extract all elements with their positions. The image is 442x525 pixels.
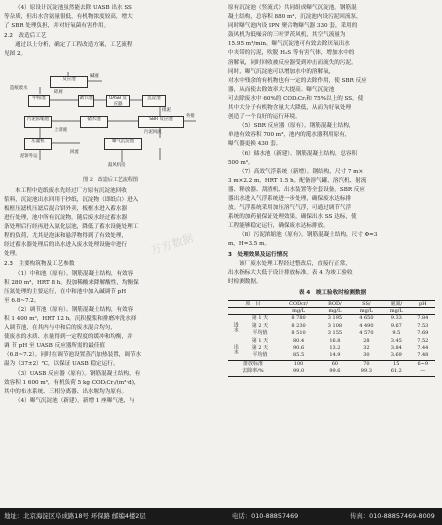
table-row: 进水 第 1 天 8 780 3 195 4 650 9.33 7.84 bbox=[228, 315, 435, 323]
figure-2-caption: 图 2 改造后工艺流程图 bbox=[83, 176, 138, 183]
group-inlet: 进水 bbox=[232, 321, 239, 332]
label-sludge-return: 污泥回流 bbox=[144, 129, 162, 135]
label-debris: 碎屑 bbox=[54, 89, 63, 95]
footer-bar bbox=[0, 508, 442, 525]
label-supernatant: 上清液 bbox=[54, 127, 68, 133]
box-storage: 储水池 bbox=[80, 116, 108, 128]
table-row: 第 2 天 90.6 13.2 32 3.84 7.44 bbox=[251, 345, 429, 352]
process-flow-diagram bbox=[10, 64, 210, 174]
label-paper-wastewater: 造纸废水 bbox=[10, 85, 28, 91]
right-column bbox=[228, 4, 437, 377]
item-3-uasb: （3）UASB 反应器（原有）。钢筋混凝土结构，有 效容积 1 600 m³，有机负荷 5 kg COD₍Cr₎/(m³·d)， 其中的布水系统、三相分离器、出水堰均为原有。 bbox=[4, 370, 141, 395]
box-uasb: UASB 反应器 bbox=[106, 95, 130, 107]
box-filter-press: 压滤机 bbox=[24, 138, 52, 150]
box-aeration-sedimentation: 曝气沉淀池 bbox=[104, 138, 142, 150]
label-return: 回流 bbox=[70, 149, 79, 155]
section-2-2-heading: 2.2 改造后工艺 bbox=[4, 33, 47, 40]
table-row-removal: 去除率/% 99.0 99.6 99.3 61.2 — bbox=[228, 368, 435, 376]
footer-phone: 电话：010-88857469 bbox=[232, 512, 299, 520]
label-blower-room: 鼓风机房 bbox=[108, 162, 126, 168]
footer-fax: 传真：010-88857469-8009 bbox=[350, 512, 435, 520]
box-sedimentation: 沉淀池 bbox=[142, 95, 166, 107]
box-sbr: SBR 反应池 bbox=[138, 116, 184, 128]
label-alkali: 碱液 bbox=[90, 73, 99, 79]
item-8-sludge-thickener: （8）污泥浓缩池（原有）。钢筋混凝土结构，尺寸 Φ=3 m，H=3.5 m。 bbox=[228, 232, 378, 248]
item-5-sbr: （5）SBR 反应器（原有）。钢筋混凝土结构， 单池有效容积 700 m³，池内的滗水器利用原有， 曝气器更换 430 套。 bbox=[228, 123, 355, 148]
table-row: 出水 第 1 天 80.4 16.8 28 3.45 7.52 bbox=[228, 338, 435, 345]
section-3-heading: 3 处理效果及运行情况 bbox=[228, 251, 288, 258]
table-row: 平均值 85.5 14.9 30 3.69 7.48 bbox=[252, 352, 429, 359]
table-row: 第 2 天 8 230 3 108 4 490 9.67 7.53 bbox=[251, 322, 429, 329]
box-regulation: 调节池 bbox=[78, 95, 94, 107]
item-7-flotation: （7）高效气浮系统（新增）。钢结构，尺寸 7 m× 3 m×2.2 m，HRT 1.5 h。配备溶气罐、溶汽机、射流 器、释放器、刮渣机、出水装置等全套设备。SBR 反应 器出水进入气浮系统进一步处理，确保废水达标排 放。气浮系统采用加压溶气气浮，可通过调节气浮 系统的加药量保证处理效果，确保出水 SS 达标，使 工程能够稳定运行，确保废水达标排放。 bbox=[228, 168, 367, 230]
label-sludge-out: 排泥 bbox=[162, 107, 171, 113]
group-outlet: 出水 bbox=[232, 343, 239, 354]
table-header-row: 项 目 CODcr/ BOD/ SS/ 氨氮/ pH bbox=[228, 301, 435, 308]
left-column bbox=[4, 4, 217, 406]
acceptance-data-table bbox=[228, 300, 435, 377]
item-4-continued: 原有沉淀池（竖流式）共同组成曝气沉淀池。钢筋混 凝土结构，总容积 880 m³，沉淀池内设污泥回流泵， 同时曝气池内设 IPN 聚合物曝气器 330 套，采用的 鼓风机为低噪音的三叶罗茨风机，其空气流量为 15.95 m³/min。曝气沉淀池可有效去除厌氧出水 中夹带的污泥，吹脱 H₂S 等有害气体，增加水中的 溶解氧，同时回收被反应器受到冲击而流失的污泥。 同时，曝气沉淀池可以增加水中的溶解氧， 对水中残余的有机物也有一定的去除作用，使 SBR 反应 器，从而使去除效率大大提高。曝气沉淀池 可去除废水中 60%的 COD₍Cr₎和 75%以上的 SS，使 其中大分子有机物含量大大降低，从而为好氧处理 创造了一个良好的运行环境。 bbox=[228, 5, 367, 121]
footer-address: 地址：北京海淀区阜成路18号 环保路 邮编4楼2层 bbox=[4, 512, 146, 520]
box-reactor: 反应池 bbox=[50, 76, 88, 88]
table-row-standard: 排放标准 100 60 70 15 6~9 bbox=[228, 360, 435, 368]
watermark-text: 万方数据 bbox=[149, 231, 195, 258]
section-3-text: 该厂废水处理工程经过整改后，直接行正常， 出水指标大大低于设计排放标准。表 4 为竣工验收 时检测数据。 bbox=[228, 260, 353, 285]
item-4-aeration: （4）曝气沉淀池（新建）。新增 1 座曝气池，与 bbox=[15, 397, 135, 404]
item-6-storage: （6）储水池（新建）。钢筋混凝土结构，总容积 500 m³。 bbox=[228, 150, 358, 166]
item-1-neutralization: （1）中和池（原有）。钢筋混凝土结构，有效容 积 280 m³，HRT 8 h。投加稀酸来降解酸性，均衡保 压氮处理的主要运行，在中和池中加入碱调节 pH 至 6.8~7.2。 bbox=[4, 270, 139, 304]
process-description: 本工程中造纸废水先经过厂方原有沉淀池回收 浆料，沉淀池出水回用于抄纸，沉淀物（即纸白）进入 板框压滤机压滤后混合饼外卖，板框水进入蓄水器 进行处理，池中所有沉淀物。随后废水经过蓄水器 条处理后行经再进入氨化层池，降低了蓄水设施处理工 程的负荷，尤其是泡沫和悬浮物得到了有效处理， 经过蓄水器处理后的出水进入废水处理设施中进行 处理。 bbox=[4, 187, 139, 258]
section-2-3-heading: 2.3 主要构筑物及工艺参数 bbox=[4, 261, 75, 268]
label-cake-transport: 泥饼外运 bbox=[20, 153, 38, 159]
table-4-caption: 表 4 竣工验收时检测数据 bbox=[298, 289, 367, 296]
label-discharge: 外排 bbox=[186, 113, 195, 119]
item-2-regulation: （2）调节池（原有）。钢筋混凝土结构，有效容 积 1 400 m³，HRT 12 h。沉积搅浆和排磨冲洗水择 入调节池，在其内与中和后的废水混合均匀， 使废水的水质、水量得到一定程度的缓冲和均衡，并 调 节 pH 至 UASB 反应器所需的最佳值 （6.8~7.2）。同时在调节池设置蒸汽加热装置，调节水 温为（37±2）℃，以保证 UASB 稳定运行。 bbox=[4, 306, 142, 368]
intro-paragraph: （4）原设计沉淀池虽然能去除 UASB 出水 SS 等杂质，但出水含氨量很低，有机物浓度较高，增大 了 SBR 处理负担，并对好氧菌有害作用。 bbox=[4, 5, 133, 30]
table-row: 平均值 8 510 3 155 4 570 9.5 7.69 bbox=[252, 330, 429, 337]
box-neutralization: 中和池 bbox=[28, 95, 50, 107]
box-sludge-thickener: 污泥浓缩池 bbox=[24, 116, 52, 128]
table-unit-row: mg/L mg/L mg/L mg/L bbox=[228, 308, 435, 315]
section-2-2-text: 通过以上分析，确定了工程改造方案，工艺流程 见图 2。 bbox=[4, 42, 133, 58]
